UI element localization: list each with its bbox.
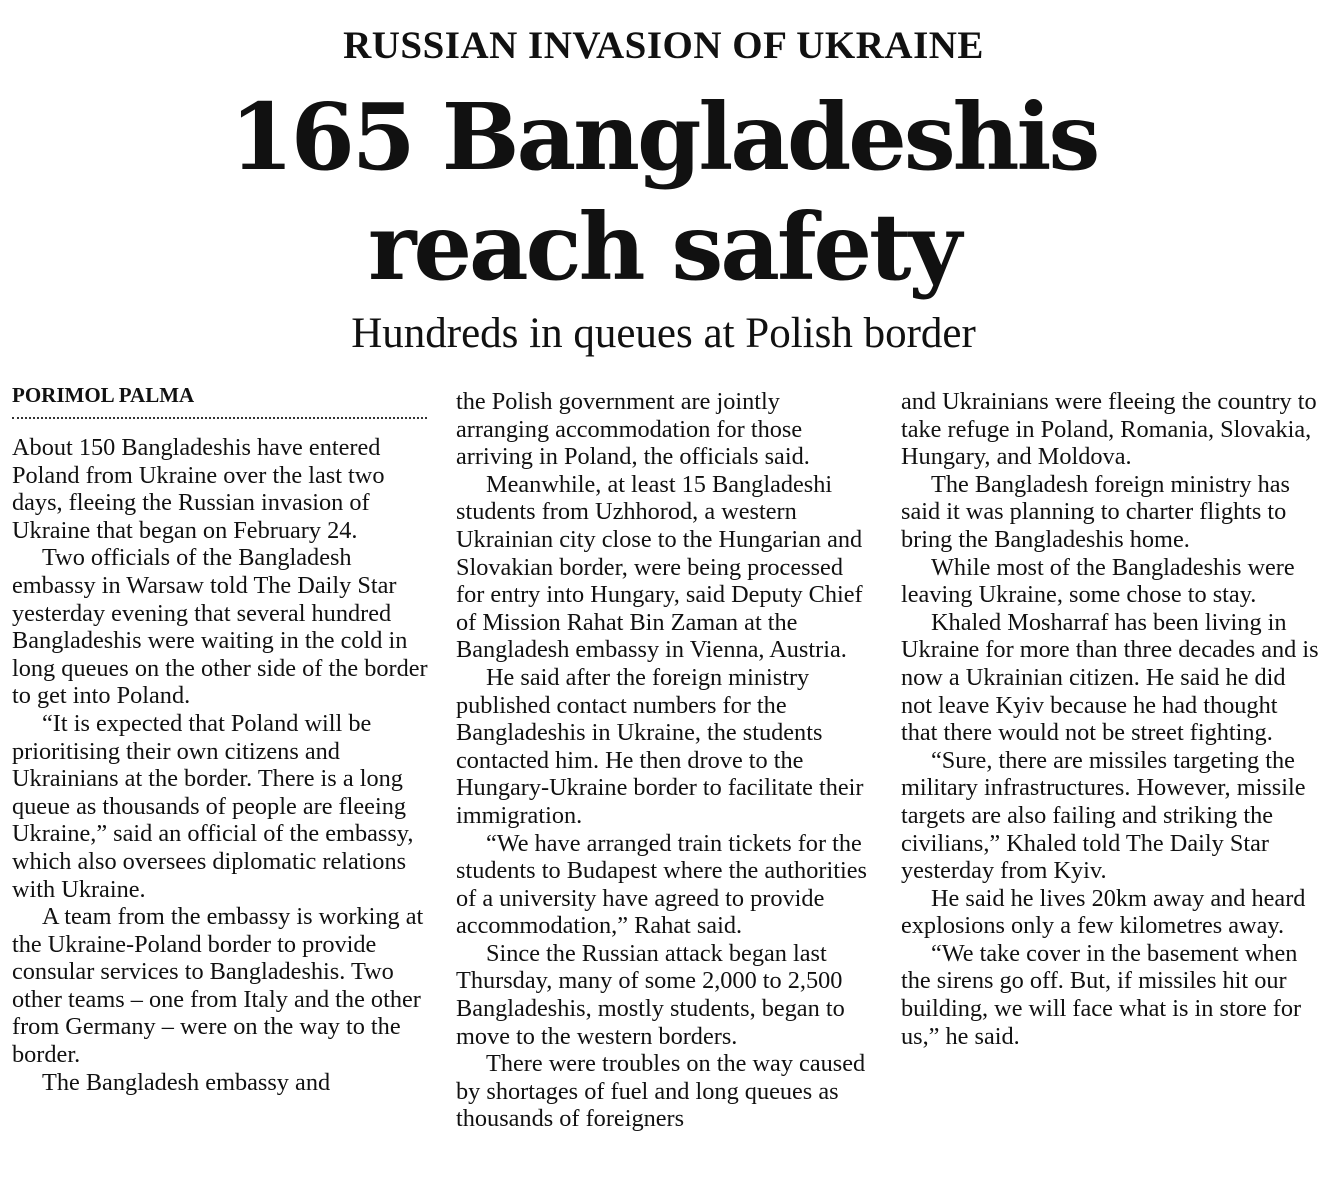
headline-line-1: 165 Bangladeshis [229, 83, 1098, 191]
paragraph: “It is expected that Poland will be prioritising their own citizens and Ukrainians at the border. There is a long queue as thousands of people are fleeing Ukraine,” said an official of the embassy, which also oversees diplomatic relations with Ukraine. [12, 709, 414, 903]
paragraph: About 150 Bangladeshis have entered Poland from Ukraine over the last two days, fleeing the Russian invasion of Ukraine that began on February 24. [12, 434, 385, 544]
article-column-2 [456, 388, 876, 1133]
paragraph: Meanwhile, at least 15 Bangladeshi students from Uzhhorod, a western Ukrainian city close to the Hungarian and Slovakian border, were being processed for entry into Hungary, said Deputy Chief of Mission Rahat Bin Zaman at the Bangladesh embassy in Vienna, Austria. [456, 470, 863, 664]
paragraph: “Sure, there are missiles targeting the military infrastructures. However, missile targets are also failing and striking the civilians,” Khaled told The Daily Star yesterday from Kyiv. [901, 746, 1306, 885]
paragraph: The Bangladesh foreign ministry has said it was planning to charter flights to bring the Bangladeshis home. [901, 470, 1290, 553]
paragraph: “We take cover in the basement when the sirens go off. But, if missiles hit our building, we will face what is in store for us,” he said. [901, 939, 1302, 1050]
paragraph: The Bangladesh embassy and [42, 1068, 331, 1096]
paragraph: Khaled Mosharraf has been living in Ukraine for more than three decades and is now a Ukrainian citizen. He said he did not leave Kyiv because he had thought that there would not be street fighting. [901, 608, 1319, 747]
paragraph: Two officials of the Bangladesh embassy in Warsaw told The Daily Star yesterday evening that several hundred Bangladeshis were waiting in the cold in long queues on the other side of the border to get into Poland. [12, 544, 428, 710]
paragraph: While most of the Bangladeshis were leaving Ukraine, some chose to stay. [901, 553, 1295, 609]
paragraph: the Polish government are jointly arranging accommodation for those arriving in Poland, the officials said. [456, 388, 810, 471]
subheadline: Hundreds in queues at Polish border [351, 310, 976, 357]
paragraph: He said he lives 20km away and heard explosions only a few kilometres away. [901, 884, 1306, 940]
byline: PORIMOL PALMA [12, 382, 427, 419]
paragraph: Since the Russian attack began last Thursday, many of some 2,000 to 2,500 Bangladeshis, mostly students, began to move to the western borders. [456, 939, 845, 1050]
paragraph: “We have arranged train tickets for the students to Budapest where the authorities of a university have agreed to provide accommodation,” Rahat said. [456, 829, 867, 940]
section-kicker: RUSSIAN INVASION OF UKRAINE [343, 24, 984, 67]
paragraph: and Ukrainians were fleeing the country to take refuge in Poland, Romania, Slovakia, Hungary, and Moldova. [901, 388, 1317, 471]
paragraph: There were troubles on the way caused by shortages of fuel and long queues as thousands of foreigners [456, 1050, 866, 1133]
article-column-1 [12, 434, 432, 1096]
headline-line-2: reach safety [367, 193, 960, 301]
paragraph: He said after the foreign ministry published contact numbers for the Bangladeshis in Ukraine, the students contacted him. He then drove to the Hungary-Ukraine border to facilitate their immigration. [456, 663, 864, 829]
paragraph: A team from the embassy is working at the Ukraine-Poland border to provide consular services to Bangladeshis. Two other teams – one from Italy and the other from Germany – were on the way to the border. [12, 903, 424, 1069]
headline [0, 82, 1327, 302]
article-column-3 [901, 388, 1319, 1050]
